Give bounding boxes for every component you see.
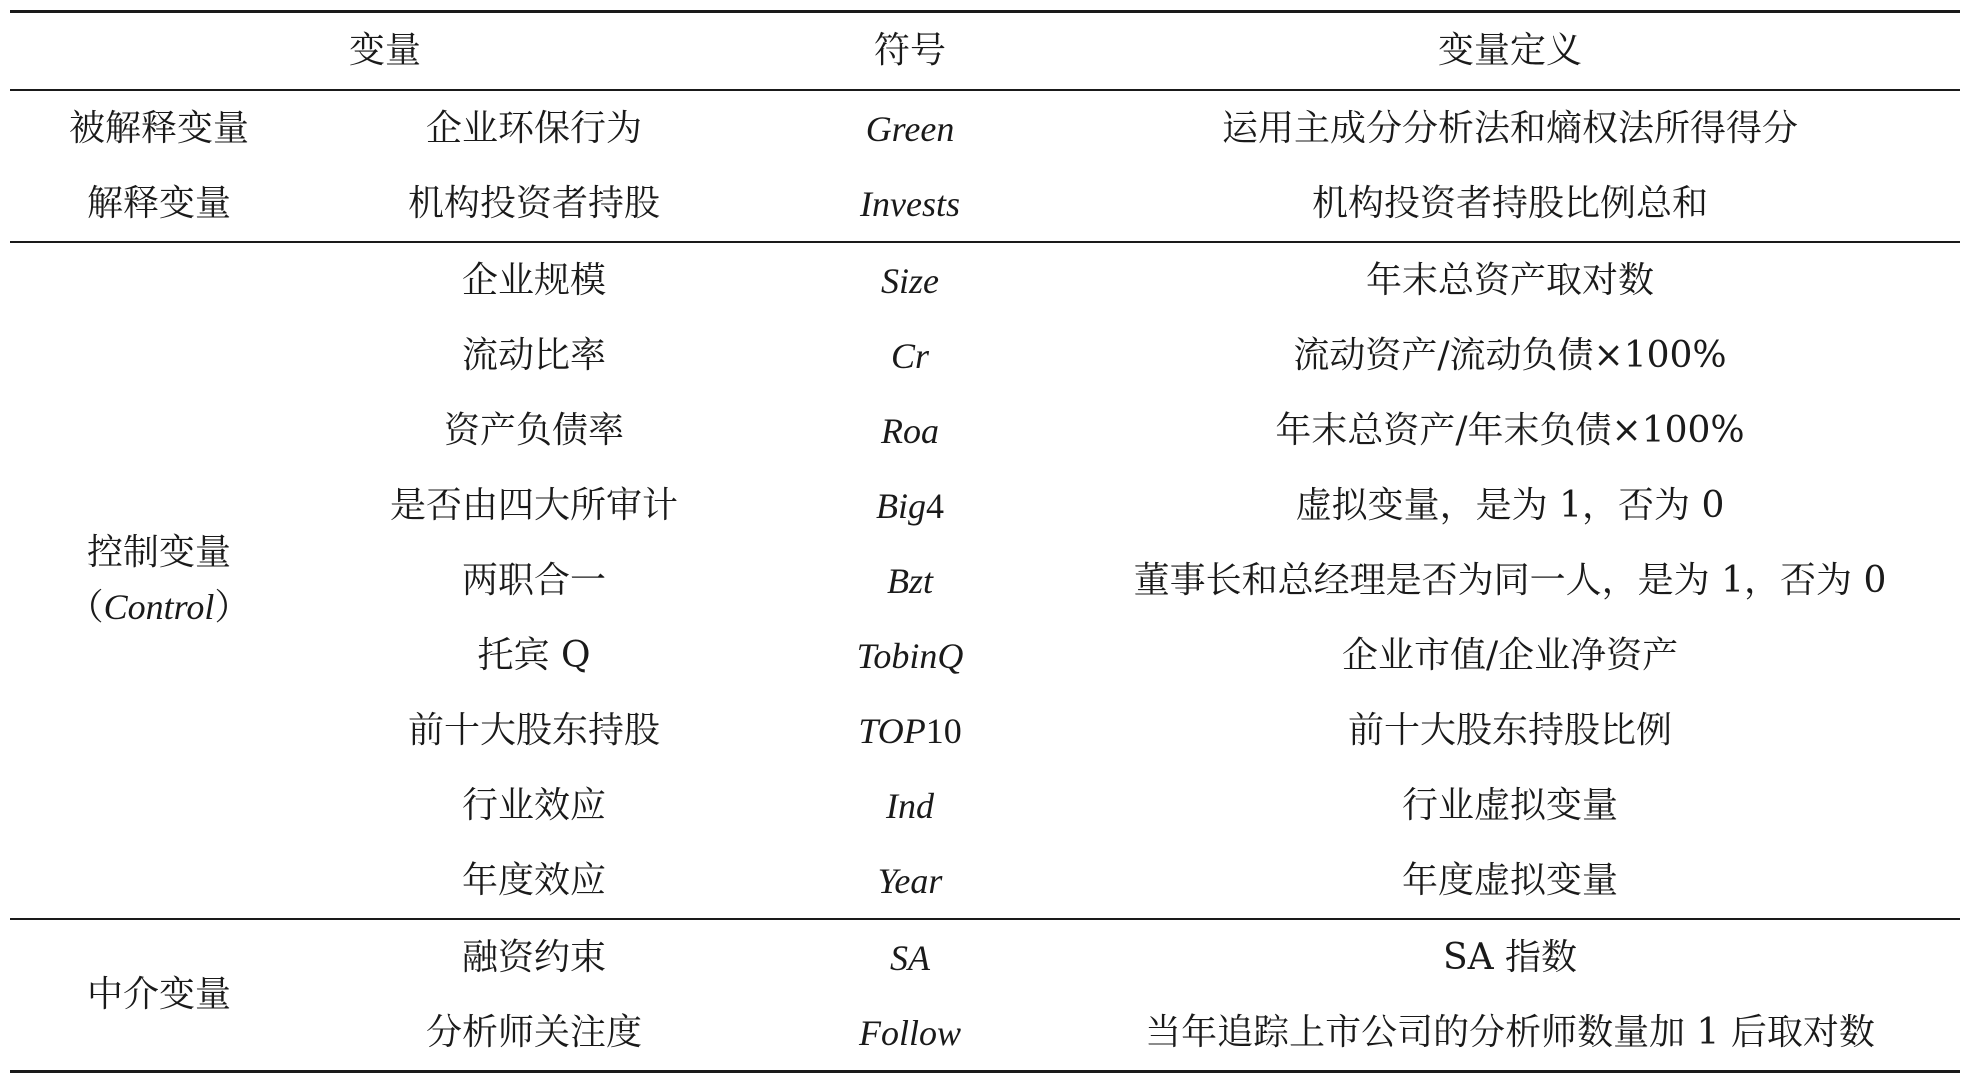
variable-name: 企业规模	[462, 259, 607, 301]
variable-name: 流动比率	[462, 334, 607, 376]
variable-definition: 年末总资产/年末负债×100%	[1275, 409, 1745, 451]
variable-definition: 企业市值/企业净资产	[1341, 634, 1679, 676]
header-definition: 变量定义	[1060, 12, 1960, 91]
variable-definition: 年度虚拟变量	[1060, 843, 1960, 919]
table-row	[10, 90, 1960, 166]
variable-symbol	[760, 693, 1060, 768]
variable-name: 两职合一	[462, 559, 607, 601]
table-row	[10, 919, 1960, 995]
symbol-italic-part: TOP	[858, 710, 926, 751]
variable-symbol: SA	[890, 937, 931, 978]
table-row	[10, 242, 1960, 318]
header-variable: 变量	[10, 12, 760, 91]
variable-symbol: Ind	[886, 785, 935, 826]
variable-name: 前十大股东持股	[408, 709, 661, 751]
variable-definition: 行业虚拟变量	[1402, 784, 1619, 826]
variable-name: 行业效应	[462, 784, 607, 826]
variable-definition: 运用主成分分析法和熵权法所得得分	[1222, 107, 1799, 149]
variable-definition: 前十大股东持股比例	[1348, 709, 1673, 751]
variable-definition: 流动资产/流动负债×100%	[1293, 334, 1727, 376]
variable-name: 分析师关注度	[308, 995, 760, 1072]
variable-name: 托宾 Q	[477, 634, 591, 676]
variable-name: 资产负债率	[444, 409, 625, 451]
variable-definition: 当年追踪上市公司的分析师数量加 1 后取对数	[1060, 995, 1960, 1072]
variable-symbol: Year	[760, 843, 1060, 919]
variable-name: 融资约束	[462, 936, 607, 978]
variable-definition-table	[10, 10, 1960, 1073]
group-label-explained: 被解释变量	[68, 107, 249, 149]
variable-definition-table-container	[10, 10, 1960, 1073]
header-symbol: 符号	[760, 12, 1060, 91]
paren-close: ）	[214, 587, 251, 628]
variable-definition: 董事长和总经理是否为同一人，是为 1，否为 0	[1133, 559, 1887, 601]
group-label-control	[10, 242, 308, 919]
variable-name: 是否由四大所审计	[390, 484, 679, 526]
variable-symbol: Roa	[881, 410, 940, 451]
variable-symbol: Cr	[891, 335, 930, 376]
symbol-upright-part: 10	[925, 710, 962, 751]
variable-name: 机构投资者持股	[308, 166, 760, 242]
variable-definition: SA 指数	[1442, 936, 1578, 978]
group-label-explanatory: 解释变量	[10, 166, 308, 242]
paren-open: （	[67, 587, 104, 628]
variable-symbol: Size	[881, 260, 940, 301]
variable-symbol: Bzt	[887, 560, 934, 601]
variable-symbol: TobinQ	[856, 635, 964, 676]
variable-name: 年度效应	[308, 843, 760, 919]
variable-name: 企业环保行为	[426, 107, 643, 149]
symbol-italic-part: Big	[876, 485, 927, 526]
variable-definition: 虚拟变量，是为 1，否为 0	[1295, 484, 1725, 526]
variable-symbol: Invests	[760, 166, 1060, 242]
control-english: Control	[103, 587, 215, 627]
variable-symbol: Follow	[760, 995, 1060, 1072]
table-header-row	[10, 12, 1960, 91]
group-label-mediator: 中介变量	[10, 919, 308, 1072]
symbol-upright-part: 4	[926, 485, 945, 526]
variable-symbol	[760, 468, 1060, 543]
variable-symbol: Green	[865, 108, 955, 149]
variable-definition: 年末总资产取对数	[1366, 259, 1655, 301]
group-label-control-sub	[10, 587, 308, 628]
group-label-control-main: 控制变量	[86, 532, 231, 573]
table-row	[10, 166, 1960, 242]
variable-definition: 机构投资者持股比例总和	[1060, 166, 1960, 242]
